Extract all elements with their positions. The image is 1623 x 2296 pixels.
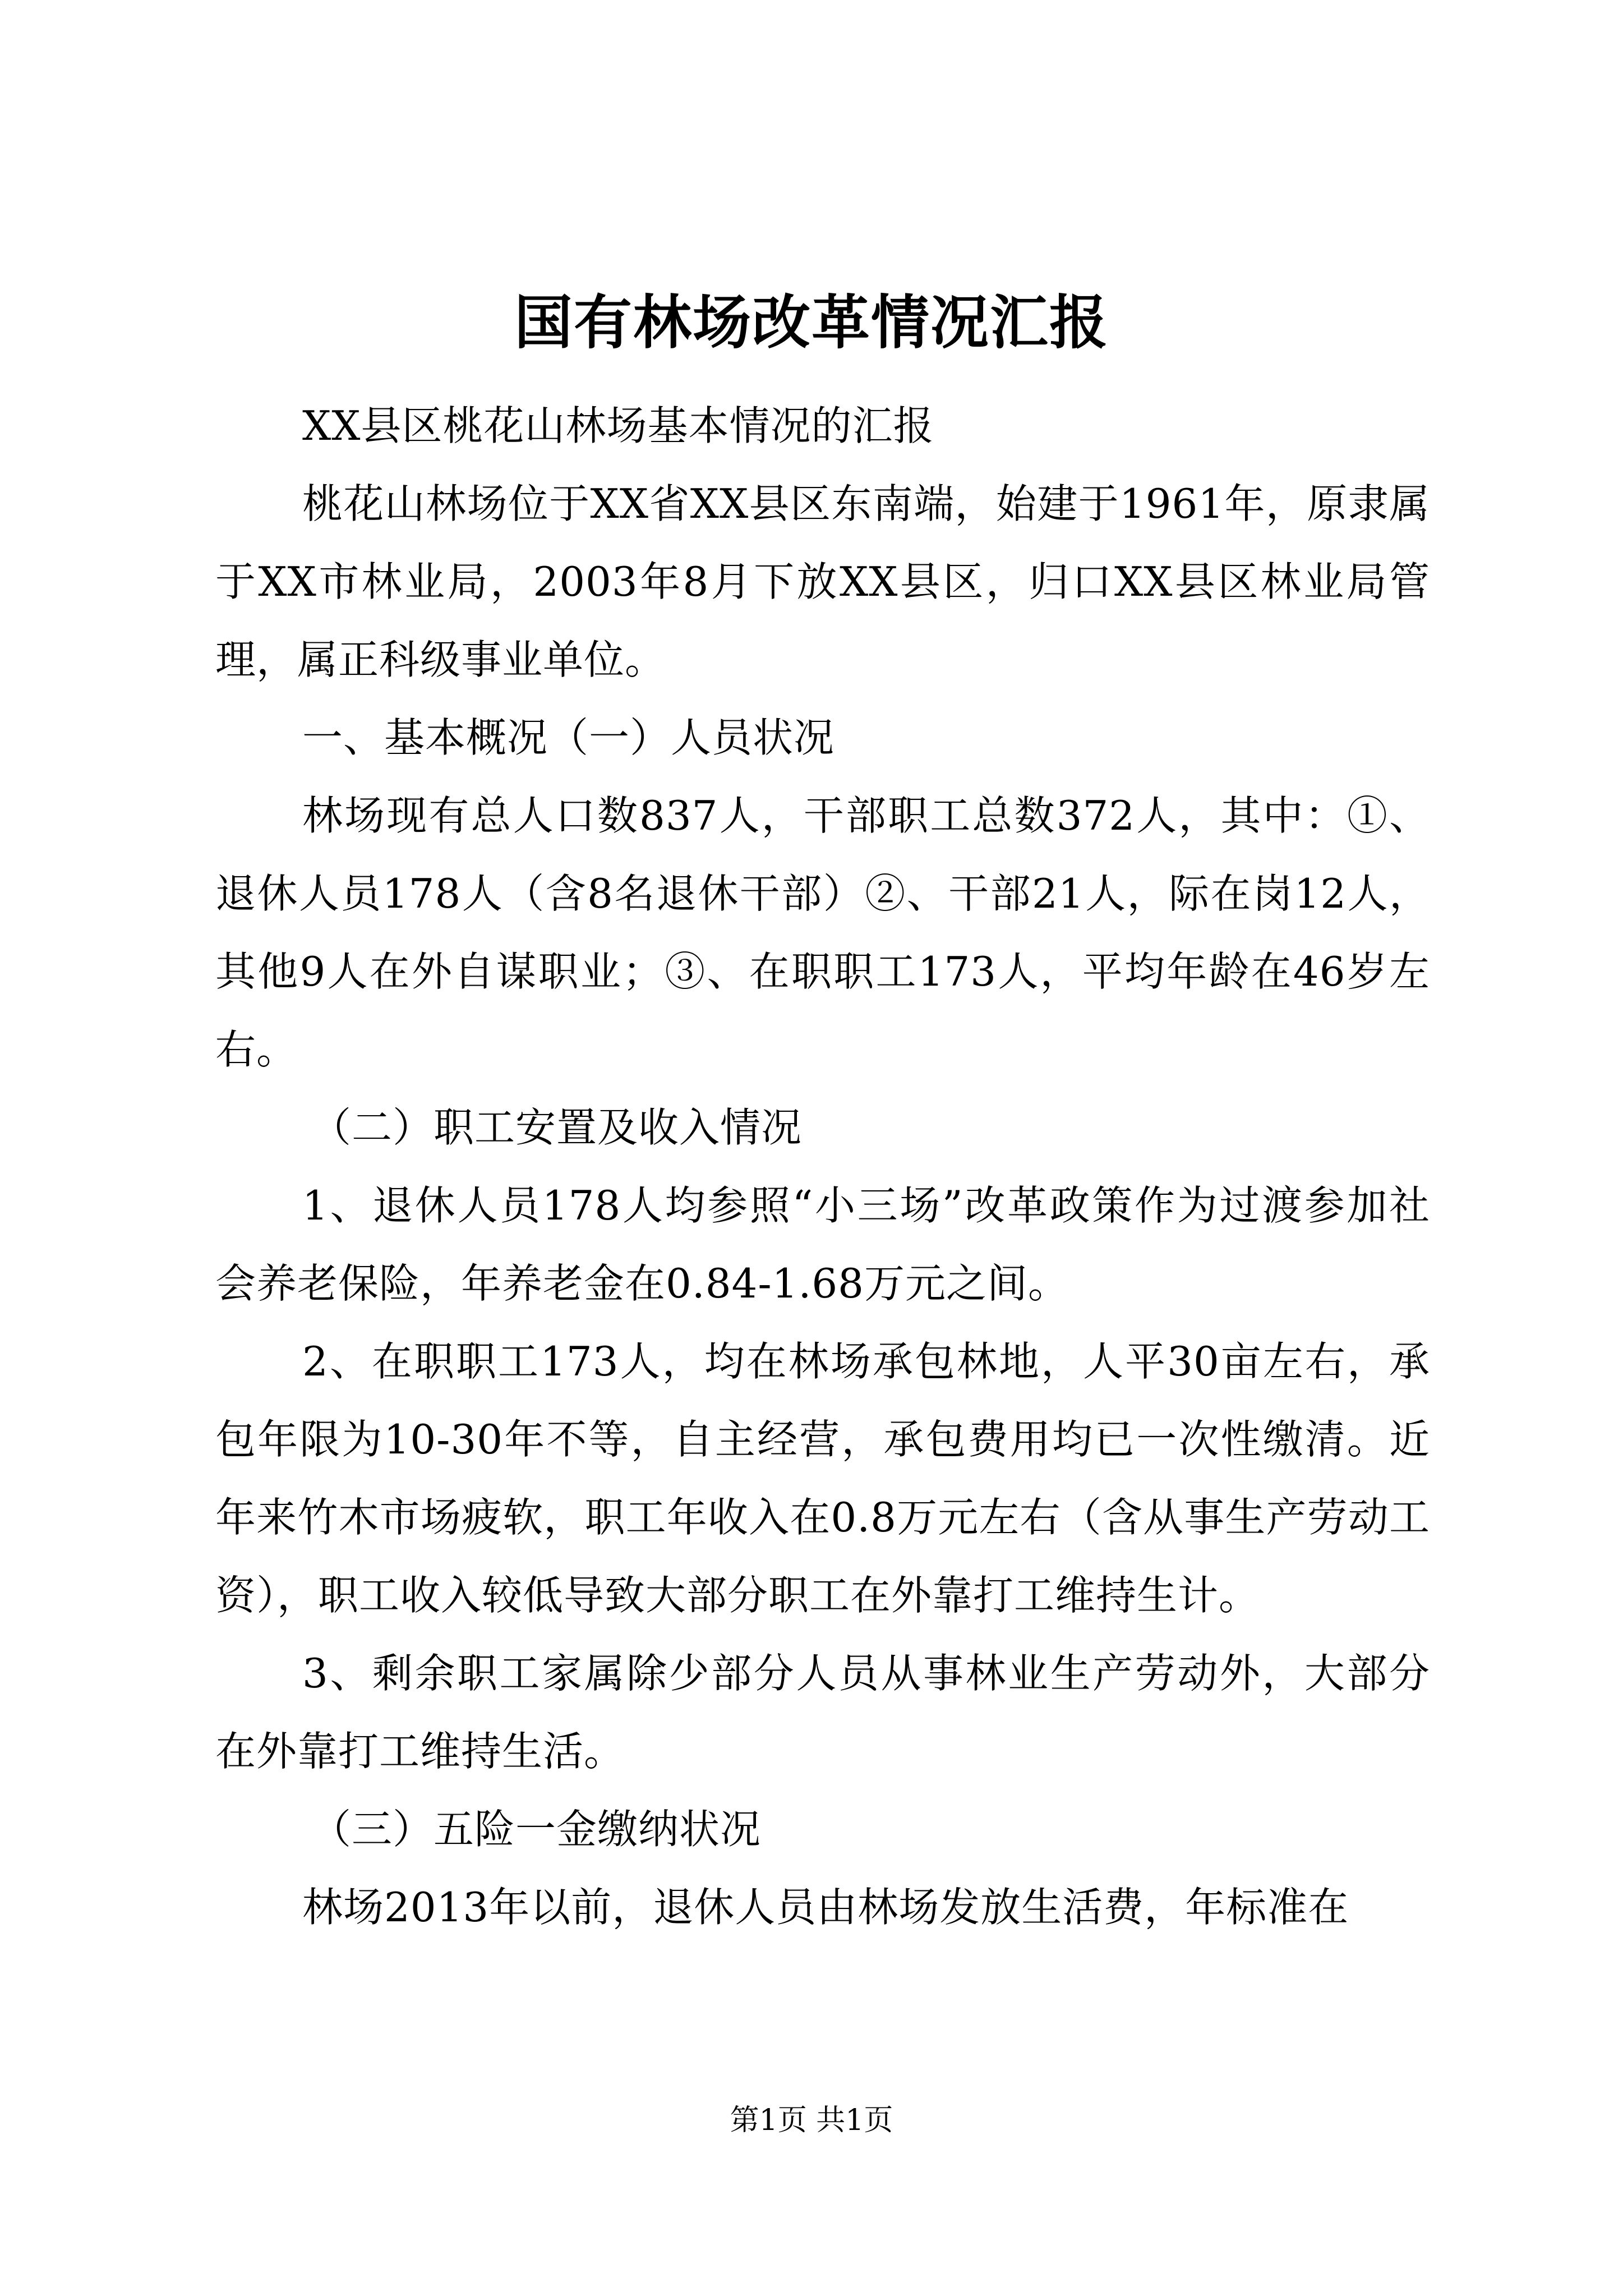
section-heading-placement-income: （二）职工安置及收入情况 — [311, 1104, 803, 1151]
paragraph-subtitle: XX县区桃花山林场基本情况的汇报 — [302, 402, 934, 449]
paragraph-intro: 桃花山林场位于XX省XX县区东南端，始建于1961年，原隶属于XX市林业局，2003年8月下放XX县区，归口XX县区林业局管理，属正科级事业单位。 — [215, 480, 1430, 683]
document-body — [215, 387, 1430, 1947]
paragraph-insurance: 林场2013年以前，退休人员由林场发放生活费，年标准在 — [302, 1884, 1349, 1931]
document-title: 国有林场改革情况汇报 — [514, 288, 1109, 357]
paragraph-retirees: 1、退休人员178人均参照“小三场”改革政策作为过渡参加社会养老保险，年养老金在0.84-1.68万元之间。 — [215, 1182, 1430, 1307]
paragraph-employees: 2、在职职工173人，均在林场承包林地，人平30亩左右，承包年限为10-30年不等，自主经营，承包费用均已一次性缴清。近年来竹木市场疲软，职工年收入在0.8万元左右（含从事生产劳动工资），职工收入较低导致大部分职工在外靠打工维持生计。 — [215, 1338, 1430, 1619]
paragraph-staff-status: 林场现有总人口数837人，干部职工总数372人，其中：①、退休人员178人（含8名退休干部）②、干部21人，际在岗12人，其他9人在外自谋职业；③、在职职工173人，平均年龄在46岁左右。 — [215, 792, 1430, 1073]
paragraph-families: 3、剩余职工家属除少部分人员从事林业生产劳动外，大部分在外靠打工维持生活。 — [215, 1650, 1430, 1775]
section-heading-overview: 一、基本概况（一）人员状况 — [302, 714, 835, 761]
page-footer: 第1页 共1页 — [730, 2104, 893, 2137]
section-heading-insurance: （三）五险一金缴纳状况 — [311, 1806, 762, 1853]
